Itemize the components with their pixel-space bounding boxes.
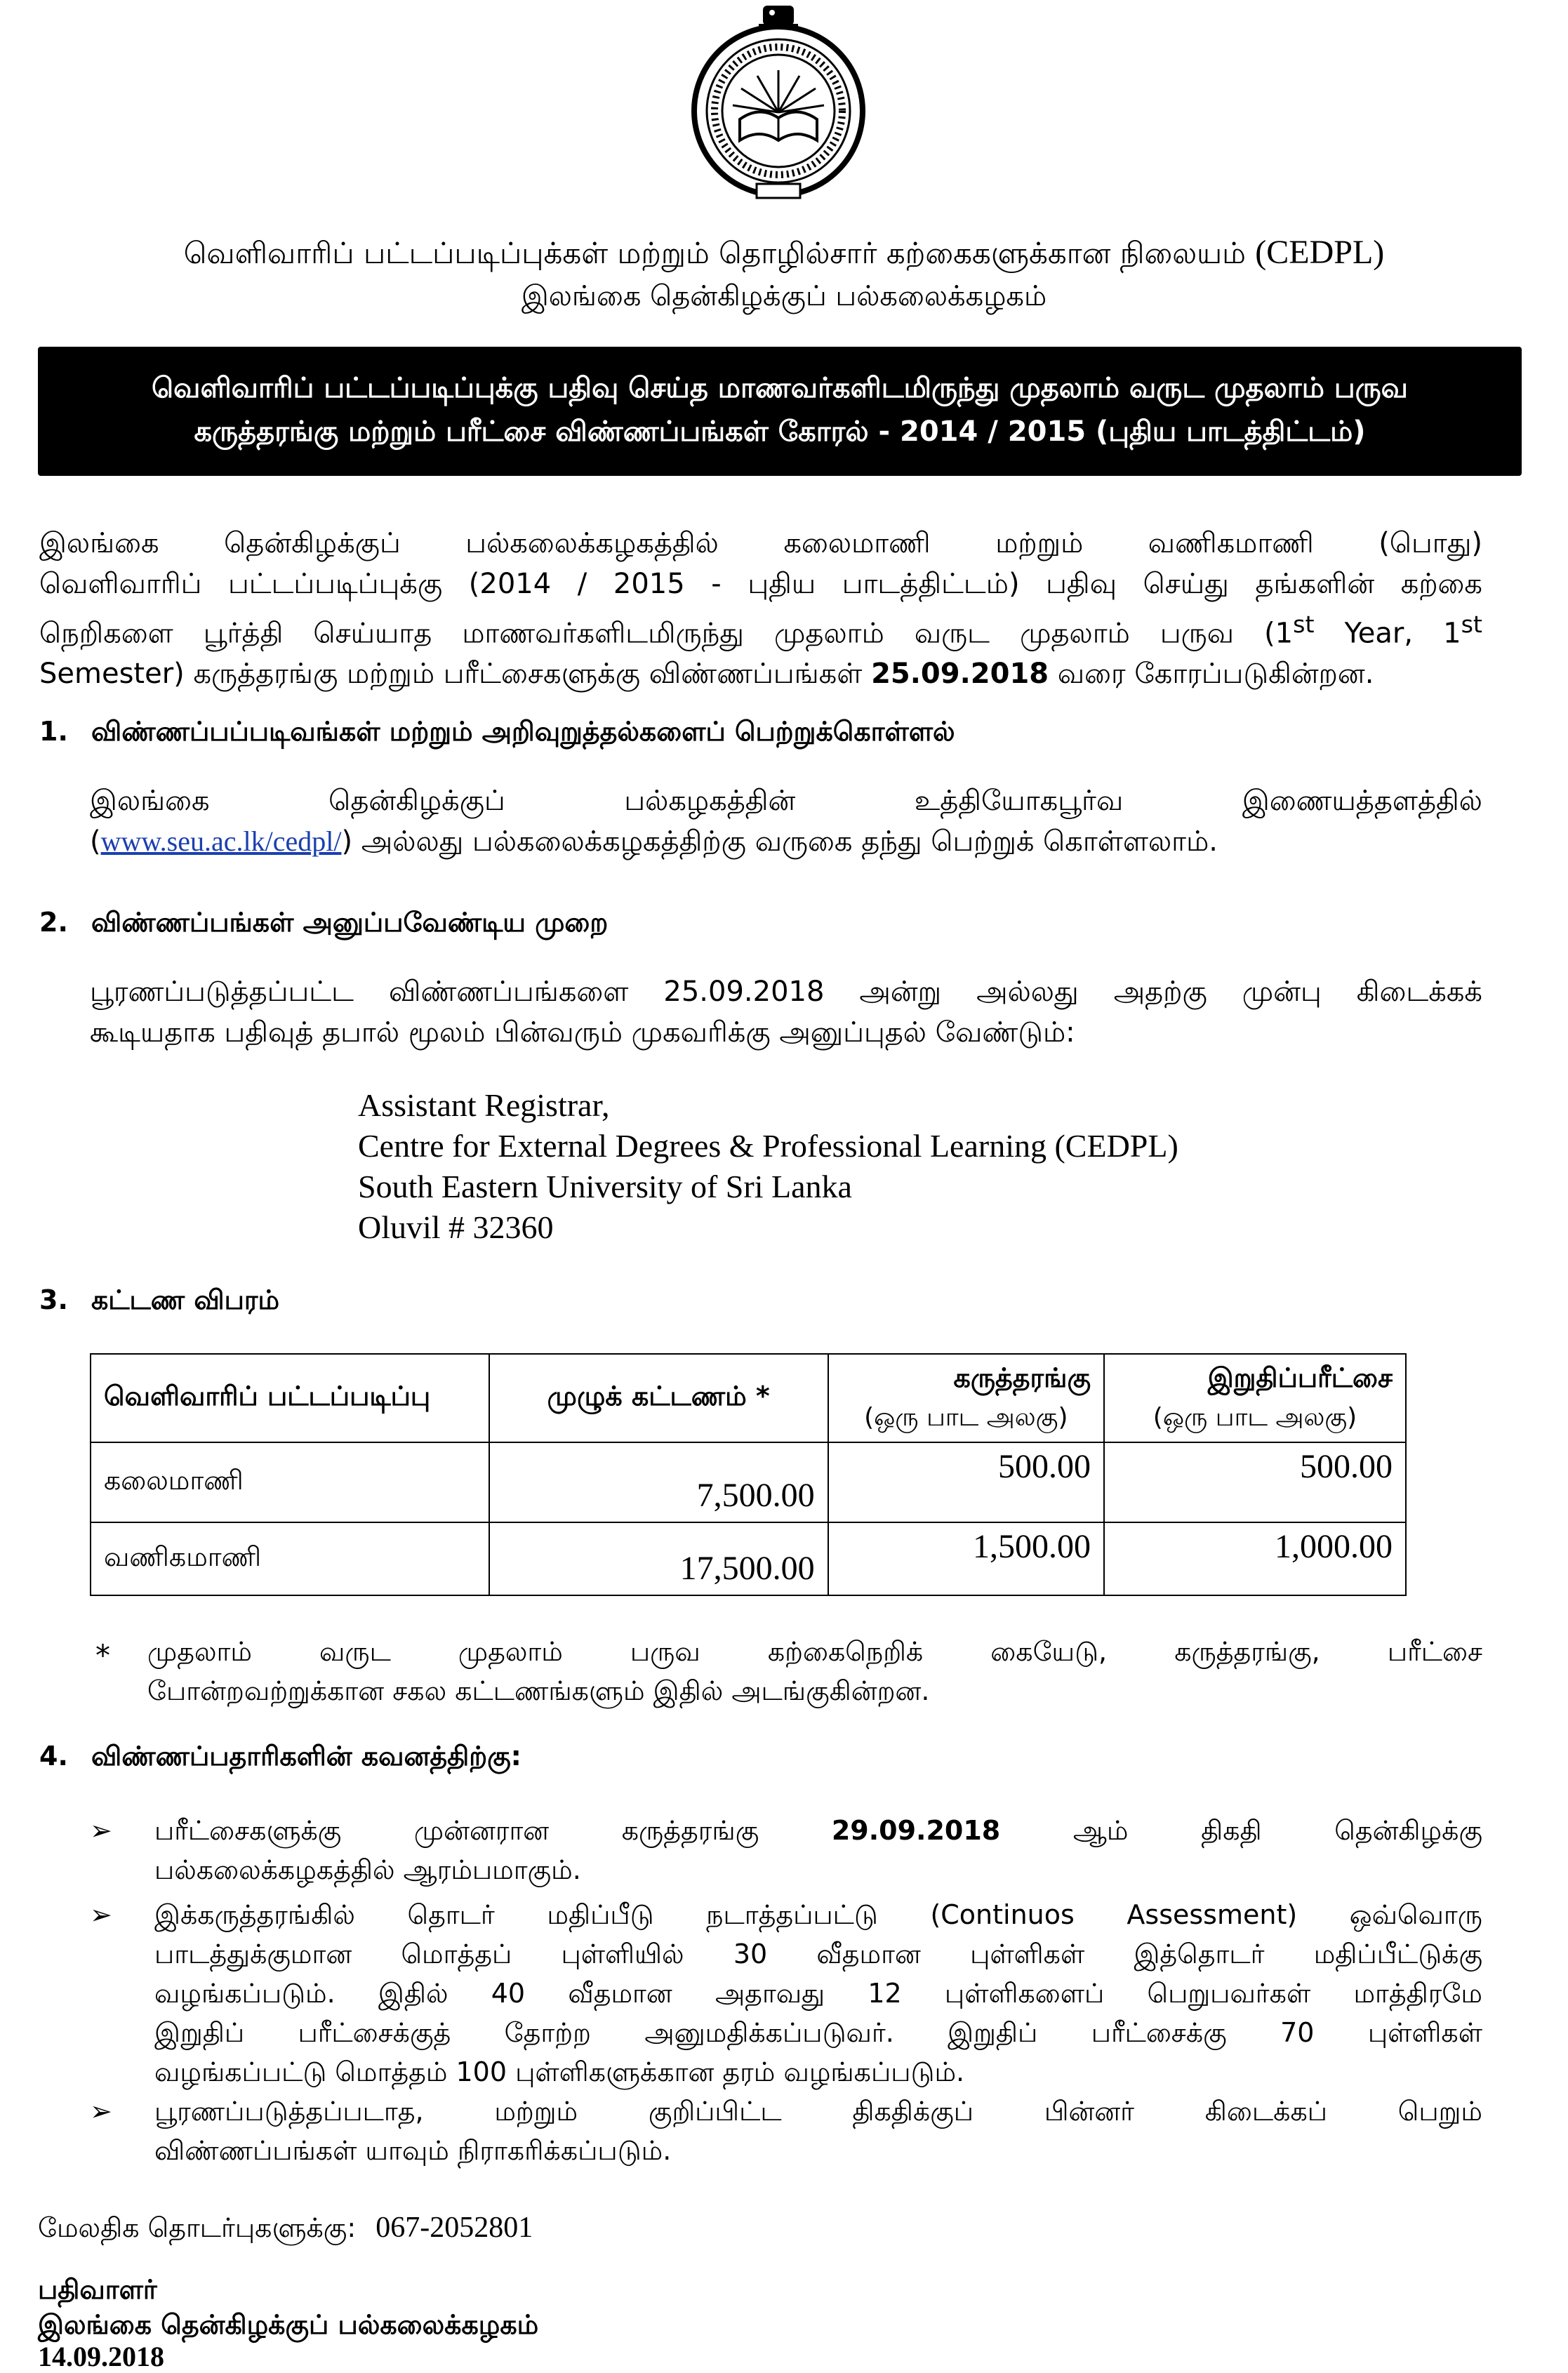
bullet-1-line-1 — [154, 1811, 1482, 1850]
address-line-1: Assistant Registrar, — [358, 1087, 610, 1123]
section-1-line-1: இலங்கை தென்கிழக்குப் பல்கழகத்தின் உத்தியோகபூர்வ இணையத்தளத்தில் — [90, 785, 1482, 817]
section-2-title: விண்ணப்பங்கள் அனுப்பவேண்டிய முறை — [91, 907, 609, 938]
bullet-2-text — [154, 1895, 1482, 2092]
paren-open: ( — [90, 825, 101, 858]
bullet-3-text — [154, 2092, 1482, 2170]
fee-table — [90, 1353, 1407, 1596]
section-1-line-2 — [90, 821, 1482, 862]
section-2-number: 2. — [39, 907, 68, 938]
postal-address — [358, 1085, 1178, 1248]
header-exam — [1104, 1354, 1406, 1442]
header-exam-unit: (ஒரு பாட அலகு) — [1152, 1403, 1357, 1432]
section-3-number: 3. — [39, 1284, 68, 1315]
row-seminar-fee: 1,500.00 — [828, 1522, 1104, 1595]
header-exam-title: இறுதிப்பரீட்சை — [1207, 1362, 1393, 1393]
banner-line-1: வெளிவாரிப் பட்டப்படிப்புக்கு பதிவு செய்த மாணவர்களிடமிருந்து முதலாம் வருட முதலாம் பருவ — [152, 372, 1408, 404]
row-exam-fee: 500.00 — [1104, 1442, 1406, 1522]
bullet-3-line-1: பூரணப்படுத்தப்படாத, மற்றும் குறிப்பிட்ட திகதிக்குப் பின்னர் கிடைக்கப் பெறும் — [154, 2096, 1482, 2127]
contact-label: மேலதிக தொடர்புகளுக்கு: — [38, 2212, 357, 2243]
sup-st-1: st — [1293, 611, 1315, 638]
center-name-tamil: வெளிவாரிப் பட்டப்படிப்புக்கள் மற்றும் தொழில்சார் கற்கைகளுக்கான நிலையம் — [183, 236, 1246, 270]
bullet-2-line-2: பாடத்துக்குமான மொத்தப் புள்ளியில் 30 வீதமான புள்ளிகள் இத்தொடர் மதிப்பீட்டுக்கு — [154, 1939, 1482, 1969]
arrow-bullet-icon: ➢ — [90, 1815, 112, 1846]
row-degree: வணிகமாணி — [91, 1522, 489, 1595]
section-1-body — [90, 780, 1482, 862]
notice-date: 14.09.2018 — [38, 2341, 164, 2372]
intro-line-4b: வரை கோரப்படுகின்றன. — [1049, 658, 1374, 691]
header-seminar-unit: (ஒரு பாட அலகு) — [864, 1403, 1068, 1432]
bullet-1-text — [154, 1811, 1482, 1889]
section-1-title: விண்ணப்பப்படிவங்கள் மற்றும் அறிவுறுத்தல்களைப் பெற்றுக்கொள்ளல் — [91, 716, 955, 747]
university-crest-icon — [606, 0, 950, 199]
table-row — [91, 1522, 1406, 1595]
row-seminar-fee: 500.00 — [828, 1442, 1104, 1522]
address-line-4: Oluvil # 32360 — [358, 1209, 554, 1245]
row-degree: கலைமாணி — [91, 1442, 489, 1522]
section-1-line-2-rest: ) அல்லது பல்கலைக்கழகத்திற்கு வருகை தந்து பெற்றுக் கொள்ளலாம். — [341, 825, 1218, 858]
banner-line-2: கருத்தரங்கு மற்றும் பரீட்சை விண்ணப்பங்கள் கோரல் - 2014 / 2015 (புதிய பாடத்திட்டம்) — [194, 416, 1366, 448]
bullet-2-line-1: இக்கருத்தரங்கில் தொடர் மதிப்பீடு நடாத்தப்பட்டு (Continuos Assessment) ஒவ்வொரு — [154, 1899, 1482, 1930]
cedpl-website-link[interactable]: www.seu.ac.lk/cedpl/ — [100, 825, 342, 857]
university-name-heading: இலங்கை தென்கிழக்குப் பல்கலைக்கழகம் — [521, 280, 1047, 312]
intro-line-2: வெளிவாரிப் பட்டப்படிப்புக்கு (2014 / 2015 - புதிய பாடத்திட்டம்) பதிவு செய்து தங்களின் கற்கை — [39, 568, 1482, 600]
section-2-line-1: பூரணப்படுத்தப்பட்ட விண்ணப்பங்களை 25.09.2018 அன்று அல்லது அதற்கு முன்பு கிடைக்கக் — [90, 976, 1482, 1008]
address-line-2: Centre for External Degrees & Professional Learning (CEDPL) — [358, 1128, 1178, 1164]
intro-line-4a: Semester) கருத்தரங்கு மற்றும் பரீட்சைகளுக்கு விண்ணப்பங்கள் — [39, 658, 872, 691]
contact-phone: 067-2052801 — [376, 2212, 533, 2244]
table-row — [91, 1442, 1406, 1522]
section-4-heading — [39, 1741, 521, 1776]
fee-footnote — [90, 1632, 1482, 1710]
address-line-3: South Eastern University of Sri Lanka — [358, 1169, 852, 1204]
sup-st-2: st — [1461, 611, 1482, 638]
section-4-title: விண்ணப்பதாரிகளின் கவனத்திற்கு: — [91, 1741, 521, 1772]
bullet-1-line-2: பல்கலைக்கழகத்தில் ஆரம்பமாகும். — [154, 1854, 581, 1885]
arrow-bullet-icon: ➢ — [90, 1899, 112, 1930]
bullet-2-line-5: வழங்கப்பட்டு மொத்தம் 100 புள்ளிகளுக்கான தரம் வழங்கப்படும். — [154, 2056, 965, 2087]
intro-line-3a: நெறிகளை பூர்த்தி செய்யாத மாணவர்களிடமிருந்து முதலாம் வருட முதலாம் பருவ (1 — [39, 617, 1294, 650]
intro-line-1: இலங்கை தென்கிழக்குப் பல்கலைக்கழகத்தில் கலைமாணி மற்றும் வணிகமாணி (பொது) — [39, 527, 1482, 559]
signatory-title: பதிவாளர் — [38, 2274, 157, 2305]
intro-line-3 — [39, 604, 1482, 653]
intro-paragraph — [39, 523, 1482, 694]
bullet-1-line-1b: ஆம் திகதி தென்கிழக்கு — [1000, 1815, 1482, 1846]
bullet-2-line-3: வழங்கப்படும். இதில் 40 வீதமான அதாவது 12 புள்ளிகளைப் பெறுபவர்கள் மாத்திரமே — [154, 1978, 1482, 2009]
intro-line-3b: Year, 1 — [1314, 617, 1461, 650]
section-1-heading — [39, 716, 955, 751]
closing-date: 25.09.2018 — [871, 658, 1049, 691]
signatory-org: இலங்கை தென்கிழக்குப் பல்கலைக்கழகம் — [38, 2309, 539, 2340]
section-2-line-2: கூடியதாக பதிவுத் தபால் மூலம் பின்வரும் முகவரிக்கு அனுப்புதல் வேண்டும்: — [90, 1016, 1075, 1049]
bullet-1-line-1a: பரீட்சைகளுக்கு முன்னரான கருத்தரங்கு — [154, 1815, 832, 1846]
contact-line — [38, 2211, 533, 2247]
intro-line-4 — [39, 653, 1482, 694]
section-3-title: கட்டண விபரம் — [91, 1284, 280, 1315]
bullet-2-line-4: இறுதிப் பரீட்சைக்குத் தோற்ற அனுமதிக்கப்படுவர். இறுதிப் பரீட்சைக்கு 70 புள்ளிகள் — [154, 2017, 1482, 2048]
section-4-number: 4. — [39, 1741, 68, 1772]
seminar-start-date: 29.09.2018 — [831, 1815, 1001, 1846]
section-2-body — [90, 971, 1482, 1053]
header-seminar — [828, 1354, 1104, 1442]
list-item — [90, 2092, 1482, 2170]
header-seminar-title: கருத்தரங்கு — [953, 1362, 1091, 1393]
center-name-heading — [0, 232, 1568, 274]
fee-table-header-row — [91, 1354, 1406, 1442]
header-total-fee: முழுக் கட்டணம் * — [489, 1354, 828, 1442]
bullet-3-line-2: விண்ணப்பங்கள் யாவும் நிராகரிக்கப்படும். — [154, 2135, 672, 2166]
footnote-asterisk: * — [95, 1638, 110, 1673]
row-exam-fee: 1,000.00 — [1104, 1522, 1406, 1595]
arrow-bullet-icon: ➢ — [90, 2096, 112, 2127]
header-degree: வெளிவாரிப் பட்டப்படிப்பு — [91, 1354, 489, 1442]
section-3-heading — [39, 1284, 279, 1320]
footnote-line-2: போன்றவற்றுக்கான சகல கட்டணங்களும் இதில் அடங்குகின்றன. — [147, 1675, 930, 1706]
center-name-abbrev: (CEDPL) — [1255, 234, 1385, 271]
footnote-text — [147, 1632, 1482, 1710]
list-item — [90, 1811, 1482, 1889]
section-1-number: 1. — [39, 716, 68, 747]
row-total-fee: 7,500.00 — [489, 1442, 828, 1522]
notice-title-banner — [38, 347, 1522, 476]
footnote-line-1: முதலாம் வருட முதலாம் பருவ கற்கைநெறிக் கையேடு, கருத்தரங்கு, பரீட்சை — [147, 1636, 1482, 1667]
section-2-heading — [39, 907, 608, 942]
row-total-fee: 17,500.00 — [489, 1522, 828, 1595]
list-item — [90, 1895, 1482, 2092]
